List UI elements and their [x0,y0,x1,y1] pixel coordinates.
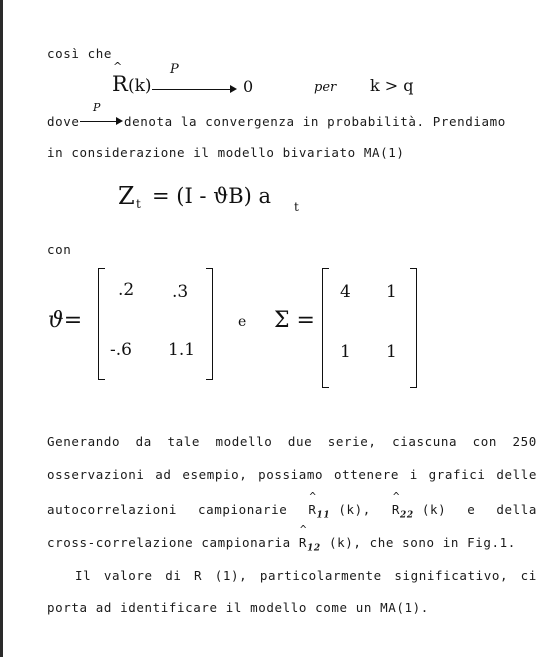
word: Il [75,568,92,583]
word: grafici [428,467,486,482]
theta-a12: .3 [172,282,189,302]
text-cosi-che: così che [47,46,113,61]
page-left-edge [0,0,3,657]
formula1-per: per [314,80,337,95]
word: modello [215,434,273,449]
text-denota: denota la convergenza in probabilità. Prendiamo [124,114,506,129]
r-hat: ^ R [392,502,400,517]
word: e [467,502,476,517]
text-autocorrelazioni [47,502,537,521]
word: (k), [338,502,371,517]
sigma-a22: 1 [386,342,397,362]
formula1-arrow-head [230,85,237,93]
word: cross-correlazione campionaria [47,535,291,550]
word: R [194,568,203,583]
word: (1), [214,568,248,583]
formula2-t2: t [294,200,299,214]
word: ad [155,467,172,482]
formula2-rest: = (I - ϑB) a [152,184,272,208]
dove-arrow-P: P [93,101,101,114]
theta-a21: -.6 [110,340,132,360]
r22-term [392,502,446,521]
sigma-a12: 1 [386,282,397,302]
theta-a22: 1.1 [168,340,196,360]
text-cross-correlazione [47,535,516,554]
word: osservazioni [47,467,145,482]
sub-12: 12 [307,543,321,554]
word: (k) [421,502,447,517]
word: Generando [47,434,121,449]
word: valore [103,568,153,583]
formula1-zero: 0 [243,77,254,96]
text-e: e [238,314,247,330]
word: tale [167,434,200,449]
formula1-R: ^ R [112,72,128,96]
r11-term [308,502,371,521]
formula1-condition: k > q [370,76,414,95]
word: possiamo [258,467,324,482]
word: serie, [327,434,377,449]
word: (k), che sono in Fig.1. [328,535,516,550]
dove-arrow-head [116,117,123,125]
sigma-symbol: Σ = [274,308,315,333]
text-il-valore [75,568,537,583]
text-dove: dove [47,114,80,129]
sigma-a11: 4 [340,282,351,302]
text-porta: porta ad identificare il modello come un MA(1). [47,600,429,615]
formula2-Z: Z [118,182,135,210]
sub-22: 22 [399,510,414,521]
word: significativo, [394,568,509,583]
formula1-k: (k) [128,76,152,96]
word: ciascuna [392,434,458,449]
word: delle [496,467,537,482]
sigma-a21: 1 [340,342,351,362]
formula1-arrow-line [152,89,232,90]
theta-a11: .2 [118,280,135,300]
word: due [287,434,313,449]
theta-right-bracket [206,268,213,380]
word: autocorrelazioni [47,502,178,517]
word: particolarmente [259,568,382,583]
formula1-P: P [170,62,179,77]
theta-symbol: ϑ= [48,308,83,333]
text-osservazioni [47,467,537,482]
text-con: con [47,242,72,257]
word: ci [520,568,537,583]
sub-11: 11 [316,510,331,521]
text-generando [47,434,537,449]
theta-left-bracket [98,268,105,380]
word: i [409,467,418,482]
word: 250 [512,434,537,449]
word: ottenere [333,467,399,482]
r-hat: ^ R [299,535,307,550]
word: campionarie [197,502,288,517]
word: da [135,434,152,449]
word: della [496,502,537,517]
r-hat: ^ R [308,502,316,517]
word: con [472,434,497,449]
formula2-t: t [136,197,141,211]
text-in-considerazione: in considerazione il modello bivariato MA(1) [47,145,405,160]
sigma-left-bracket [322,268,329,388]
word: di [165,568,182,583]
dove-arrow-line [80,121,118,122]
sigma-right-bracket [410,268,417,388]
word: esempio, [182,467,248,482]
